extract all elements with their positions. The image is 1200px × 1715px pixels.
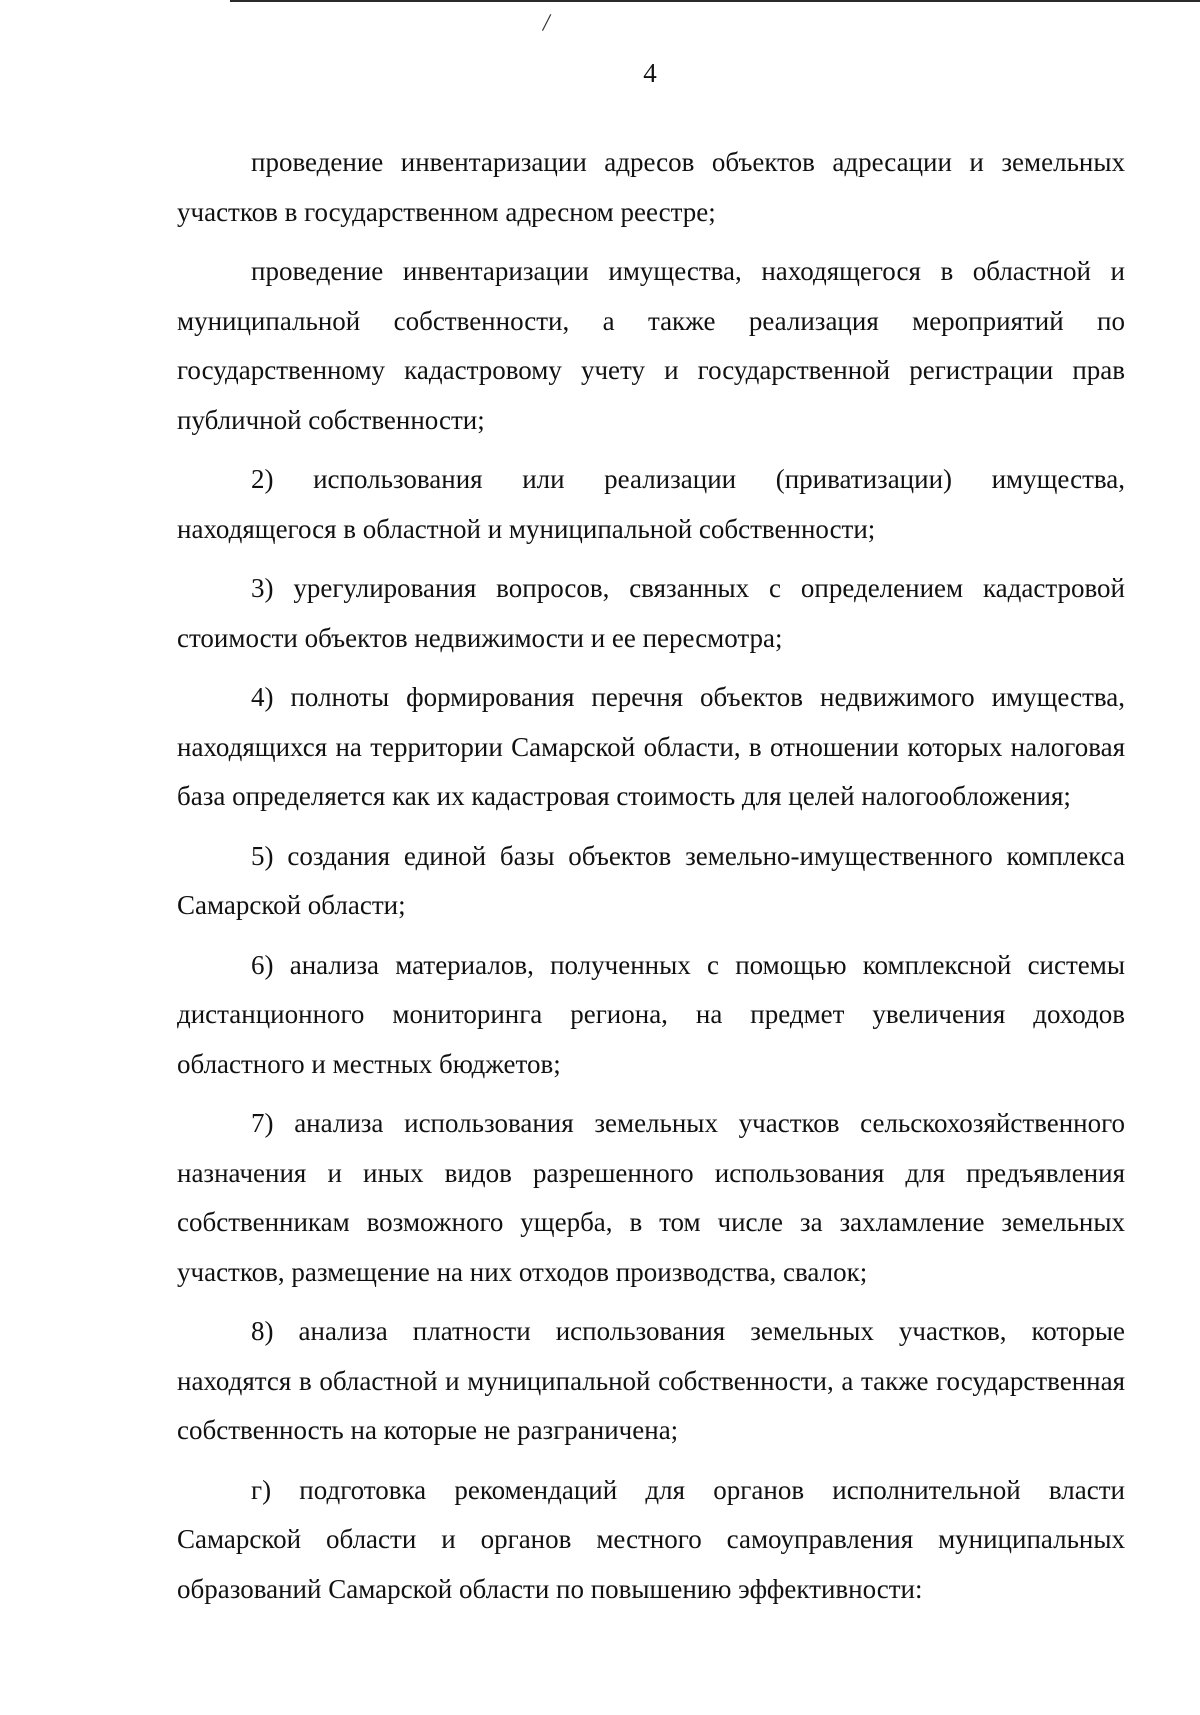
paragraph: 2) использования или реализации (приватизации) имущества, находящегося в областной и муниципальной собственности; [177,464,1125,544]
paragraph: 3) урегулирования вопросов, связанных с определением кадастровой стоимости объектов недвижимости и ее пересмотра; [177,573,1125,653]
document-body [177,138,1125,1624]
paragraph: 8) анализа платности использования земельных участков, которые находятся в областной и муниципальной собственности, а также государственная собственность на которые не разграничена; [177,1316,1125,1445]
paragraph: 4) полноты формирования перечня объектов недвижимого имущества, находящихся на территории Самарской области, в отношении которых налоговая база определяется как их кадастровая стоимость для целей налогообложения; [177,682,1125,811]
paragraph: проведение инвентаризации адресов объектов адресации и земельных участков в государственном адресном реестре; [177,147,1125,227]
scan-artifact-mark: / [541,7,553,38]
paragraph: 5) создания единой базы объектов земельно-имущественного комплекса Самарской области; [177,840,1125,920]
top-border-line [230,0,1200,2]
page-number: 4 [643,58,657,88]
paragraph: г) подготовка рекомендаций для органов исполнительной власти Самарской области и органов местного самоуправления муниципальных образований Самарской области по повышению эффективности: [177,1474,1125,1604]
paragraph: проведение инвентаризации имущества, находящегося в областной и муниципальной собственности, а также реализация мероприятий по государственному кадастровому учету и государственной регистрации прав публичной собственности; [177,256,1125,435]
paragraph: 6) анализа материалов, полученных с помощью комплексной системы дистанционного мониторинга региона, на предмет увеличения доходов областного и местных бюджетов; [177,949,1125,1079]
paragraph: 7) анализа использования земельных участков сельскохозяйственного назначения и иных видов разрешенного использования для предъявления собственникам возможного ущерба, в том числе за захламление земельных участков, размещение на них отходов производства, свалок; [177,1108,1125,1287]
